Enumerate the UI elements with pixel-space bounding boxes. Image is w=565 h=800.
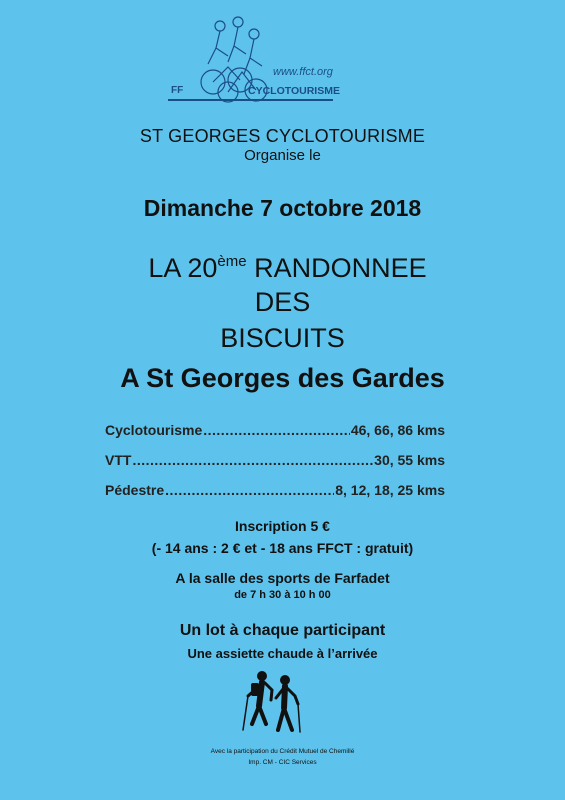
distance-label: Cyclotourisme (105, 422, 203, 438)
logo-underline (168, 99, 333, 101)
meal-text: Une assiette chaude à l’arrivée (187, 646, 378, 661)
title-superscript: ème (217, 253, 247, 270)
organise-text: Organise le (244, 147, 321, 164)
distance-value: 46, 66, 86 kms (350, 422, 445, 438)
distance-value: 8, 12, 18, 25 kms (335, 482, 445, 498)
distance-row-pedestre (105, 482, 445, 512)
event-title-line1 (5, 253, 565, 284)
inscription-price: Inscription 5 € (235, 518, 330, 534)
venue-place: A la salle des sports de Farfadet (175, 570, 390, 586)
distance-label: VTT (105, 452, 132, 468)
logo-url: www.ffct.org (273, 66, 333, 78)
dot-leader (165, 482, 334, 498)
footer-printer: Imp. CM - CIC Services (248, 759, 317, 766)
footer-sponsor: Avec la participation du Crédit Mutuel de Chemillé (210, 748, 355, 755)
event-date: Dimanche 7 octobre 2018 (143, 195, 422, 221)
logo-ff: FF (171, 85, 184, 96)
dot-leader (132, 452, 373, 468)
distance-row-cyclotourisme (105, 422, 445, 452)
inscription-details: (- 14 ans : 2 € et - 18 ans FFCT : gratuit) (151, 540, 414, 556)
venue-hours: de 7 h 30 à 10 h 00 (234, 589, 331, 601)
logo-name: CYCLOTOURISME (248, 85, 340, 97)
distance-value: 30, 55 kms (374, 452, 445, 468)
event-location: A St Georges des Gardes (120, 363, 445, 393)
event-title-line3: BISCUITS (220, 323, 345, 353)
organizer-name: ST GEORGES CYCLOTOURISME (139, 126, 426, 146)
distances-list (105, 422, 445, 512)
distance-label: Pédestre (105, 482, 165, 498)
lot-text: Un lot à chaque participant (179, 622, 386, 639)
dot-leader (203, 422, 350, 438)
title-prefix: LA 20 (148, 253, 218, 283)
title-suffix: RANDONNEE (246, 253, 427, 283)
hikers-icon (240, 668, 304, 736)
cyclists-logo-icon (168, 12, 368, 112)
ffct-logo (168, 12, 368, 112)
distance-row-vtt (105, 452, 445, 482)
event-title-line2: DES (254, 287, 311, 317)
